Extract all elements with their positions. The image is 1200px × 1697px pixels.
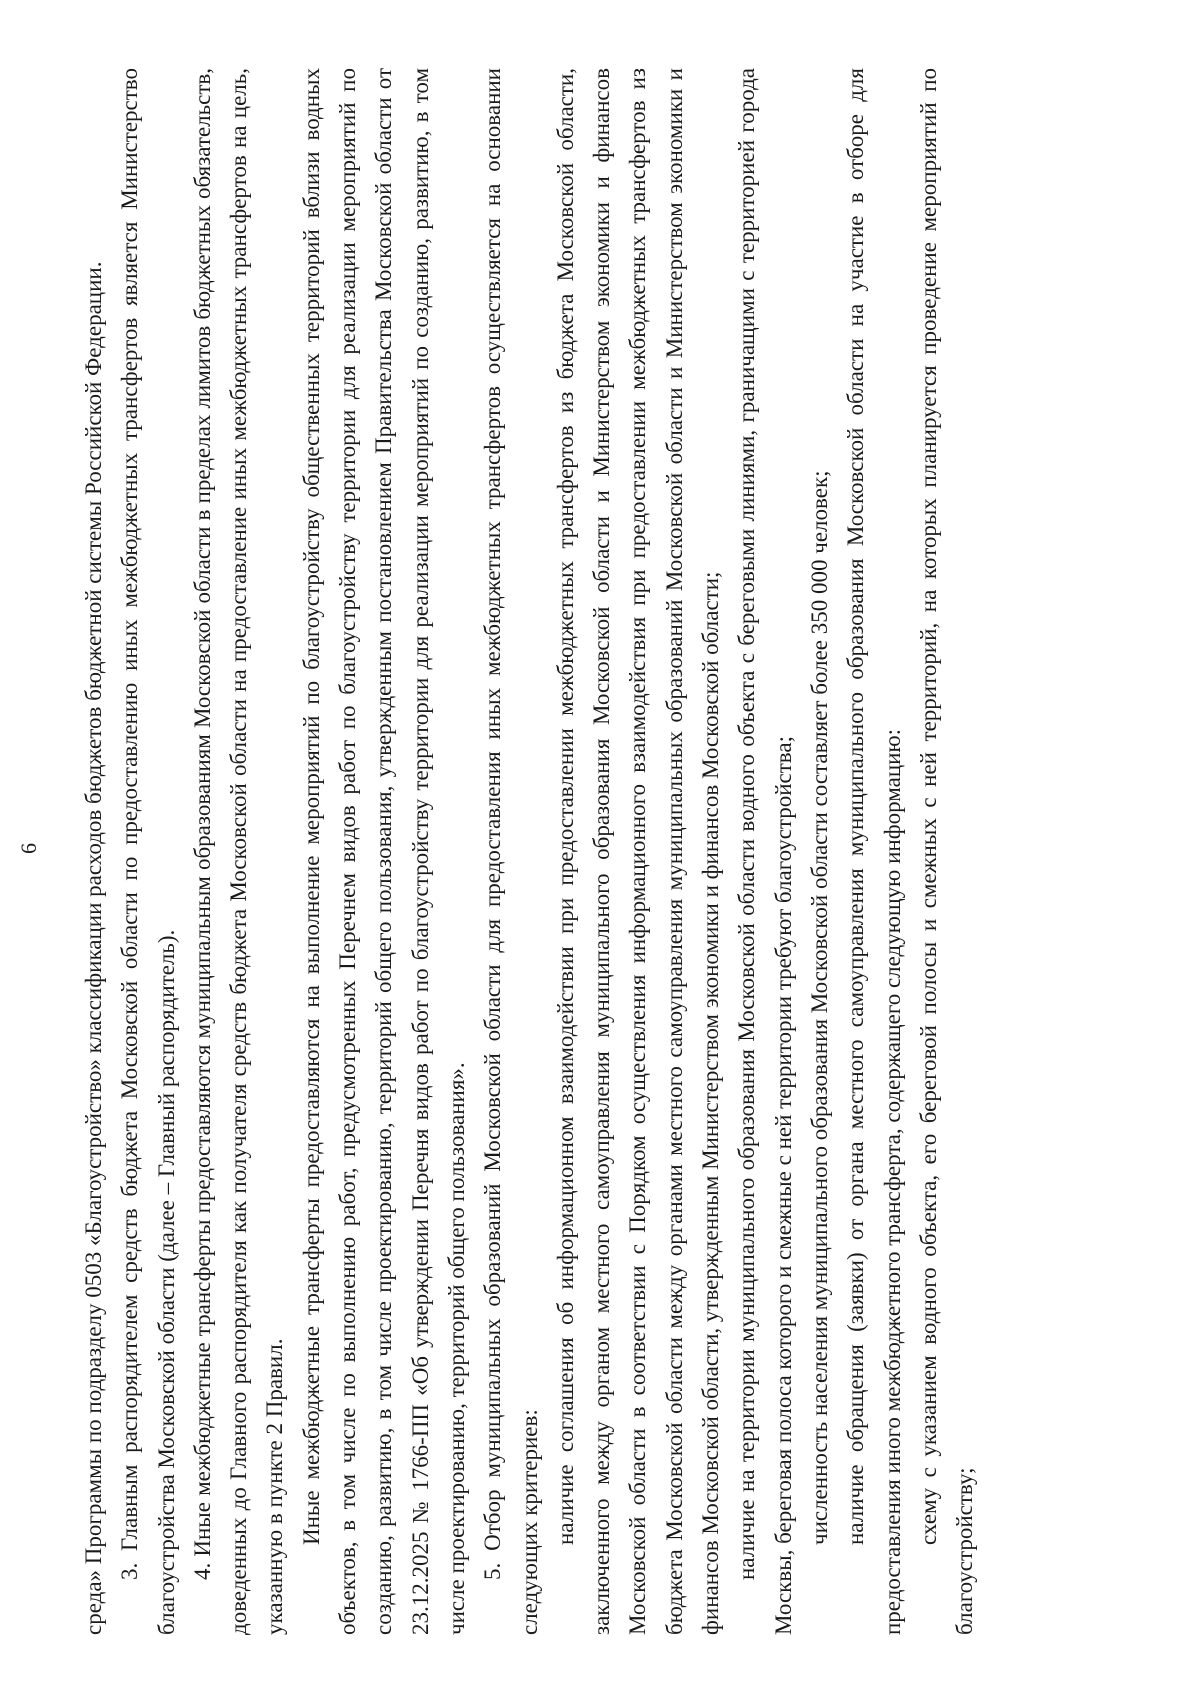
paragraph: численность населения муниципального образования Московской области составляет более 350 000 человек; xyxy=(806,470,832,1545)
paragraph: наличие соглашения об информационном взаимодействии при предоставлении межбюджетных трансфертов из бюджета Московской области, заключенного между органом местного самоуправления муниципального образования Московской области и Министерством экономики и финансов Московской области в соответствии с Порядком осуществления информационного взаимодействия при предоставлении межбюджетных трансфертов из бюджета Московской области между органами местного самоуправления муниципальных образований Московской области и Министерством экономики и финансов Московской области, утвержденным Министерством экономики и финансов Московской области; xyxy=(552,68,724,1635)
paragraph: наличие на территории муниципального образования Московской области водного объекта с береговыми линиями, граничащими с территорией города Москвы, береговая полоса которого и смежные с ней территории требуют благоустройства; xyxy=(734,68,796,1635)
paragraph: среда» Программы по подразделу 0503 «Благоустройство» классификации расходов бюджетов бюджетной системы Российской Федерации. xyxy=(81,261,106,1635)
paragraph: 5. Отбор муниципальных образований Московской области для предоставления иных межбюджетных трансфертов осуществляется на основании следующих критериев: xyxy=(480,68,542,1635)
paragraph: Иные межбюджетные трансферты предоставляются на выполнение мероприятий по благоустройству общественных территорий вблизи водных объектов, в том числе по выполнению работ, предусмотренных Перечнем видов работ по благоустройству территории для реализации мероприятий по созданию, развитию, в том числе проектированию, территорий общего пользования, утвержденным постановлением Правительства Московской области от 23.12.2025 № 1766-ПП «Об утверждении Перечня видов работ по благоустройству территории для реализации мероприятий по созданию, развитию, в том числе проектированию, территорий общего пользования». xyxy=(298,68,469,1635)
document-body xyxy=(76,68,983,1635)
paragraph: наличие обращения (заявки) от органа местного самоуправления муниципального образования Московской области на участие в отборе для предоставления иного межбюджетного трансферта, содержащего следующую информацию: xyxy=(843,68,905,1635)
paragraph: 3. Главным распорядителем средств бюджета Московской области по предоставлению иных межбюджетных трансфертов является Министерство благоустройства Московской области (далее – Главный распорядитель). xyxy=(117,68,179,1635)
page-number: 6 xyxy=(16,843,41,854)
paragraph: схему с указанием водного объекта, его береговой полосы и смежных с ней территорий, на которых планируется проведение мероприятий по благоустройству; xyxy=(915,68,978,1635)
paragraph: 4. Иные межбюджетные трансферты предоставляются муниципальным образованиям Московской области в пределах лимитов бюджетных обязательств, доведенных до Главного распорядителя как получателя средств бюджета Московской области на предоставление иных межбюджетных трансфертов на цель, указанную в пункте 2 Правил. xyxy=(189,68,288,1635)
